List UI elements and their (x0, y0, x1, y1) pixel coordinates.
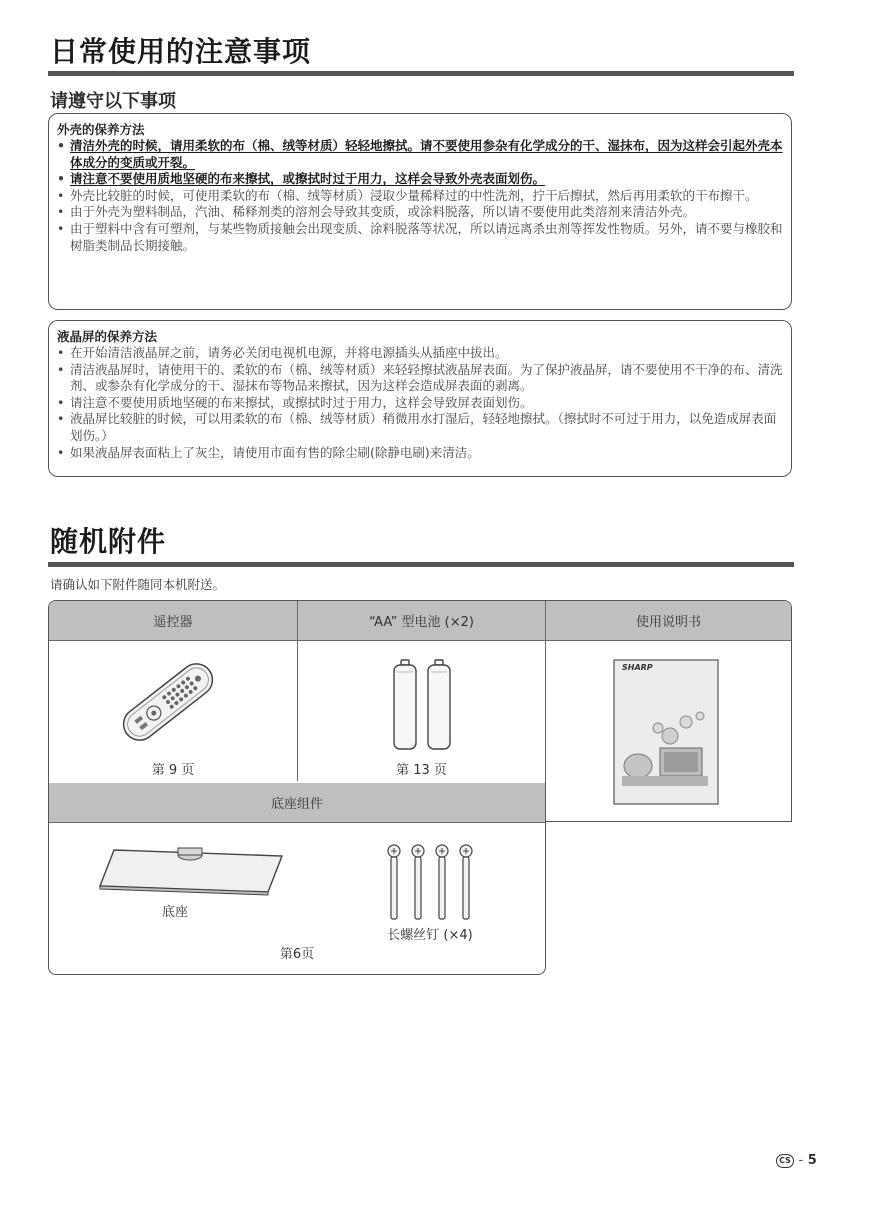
list-item: • 液晶屏比较脏的时候，可以用柔软的布（棉、绒等材质）稍微用水打湿后，轻轻地擦拭。（擦拭时不可过于用力，以免造成屏表面划伤。） (57, 411, 783, 444)
list-item: • 请注意不要使用质地坚硬的布来擦拭，或擦拭时过于用力，这样会导致外壳表面划伤。 (57, 171, 783, 188)
screws-label: 长螺丝钉 (×4) (387, 928, 473, 943)
list-item: • 请注意不要使用质地坚硬的布来擦拭，或擦拭时过于用力，这样会导致屏表面划伤。 (57, 395, 783, 412)
case-care-box (48, 113, 792, 310)
page-number: 5 (807, 1153, 817, 1168)
stand-page: 第6页 (279, 947, 315, 962)
page-title: 日常使用的注意事项 (50, 35, 312, 68)
manual-brand: SHARP (622, 663, 653, 672)
divider (297, 601, 298, 782)
batteries-header: “AA” 型电池 (×2) (298, 601, 545, 640)
list-item: • 由于外壳为塑料制品，汽油、稀释剂类的溶剂会导致其变质，或涂料脱落，所以请不要使用此类溶剂来清洁外壳。 (57, 204, 783, 221)
batteries-image (390, 656, 460, 754)
list-item: • 清洁外壳的时候，请用柔软的布（棉、绒等材质）轻轻地擦拭。请不要使用参杂有化学成分的干、湿抹布，因为这样会引起外壳本体成分的变质或开裂。 (57, 138, 783, 171)
list-item: • 外壳比较脏的时候，可使用柔软的布（棉、绒等材质）浸取少量稀释过的中性洗剂，拧干后擦拭，然后再用柔软的干布擦干。 (57, 188, 783, 205)
list-item: • 在开始清洁液晶屏之前，请务必关闭电视机电源，并将电源插头从插座中拔出。 (57, 345, 783, 362)
title-rule (48, 71, 794, 76)
lcd-care-box (48, 320, 792, 477)
accessories-rule (48, 562, 794, 567)
language-badge: CS (776, 1154, 794, 1168)
manual-image (612, 658, 722, 808)
accessories-intro: 请确认如下附件随同本机附送。 (50, 577, 226, 592)
remote-header: 遥控器 (49, 601, 297, 640)
case-care-list (57, 138, 783, 254)
accessories-title: 随机附件 (50, 525, 167, 558)
stand-base-label: 底座 (161, 905, 188, 920)
divider (49, 822, 545, 823)
batteries-page: 第 13 页 (396, 763, 447, 778)
lcd-care-list (57, 345, 783, 461)
page-footer (776, 1153, 817, 1168)
footer-separator: - (798, 1153, 804, 1168)
remote-control-image (108, 650, 228, 755)
stand-base-image (96, 842, 286, 898)
divider (49, 640, 791, 641)
list-item: • 清洁液晶屏时，请使用干的、柔软的布（棉、绒等材质）来轻轻擦拭液晶屏表面。为了保护液晶屏，请不要使用不干净的布、清洗剂、或参杂有化学成分的干、湿抹布等物品来擦拭，因为这样会造成屏表面的剥离。 (57, 362, 783, 395)
screws-image (384, 843, 476, 923)
lcd-care-title: 液晶屏的保养方法 (57, 329, 158, 344)
stand-header: 底座组件 (49, 783, 545, 822)
list-item: • 由于塑料中含有可塑剂，与某些物质接触会出现变质、涂料脱落等状况，所以请远离杀虫剂等挥发性物质。另外，请不要与橡胶和树脂类制品长期接触。 (57, 221, 783, 254)
section-subtitle: 请遵守以下事项 (50, 91, 176, 112)
manual-header: 使用说明书 (546, 601, 791, 640)
case-care-title: 外壳的保养方法 (57, 122, 145, 137)
remote-page: 第 9 页 (151, 763, 195, 778)
list-item: • 如果液晶屏表面粘上了灰尘，请使用市面有售的除尘刷(除静电刷)来清洁。 (57, 445, 783, 462)
